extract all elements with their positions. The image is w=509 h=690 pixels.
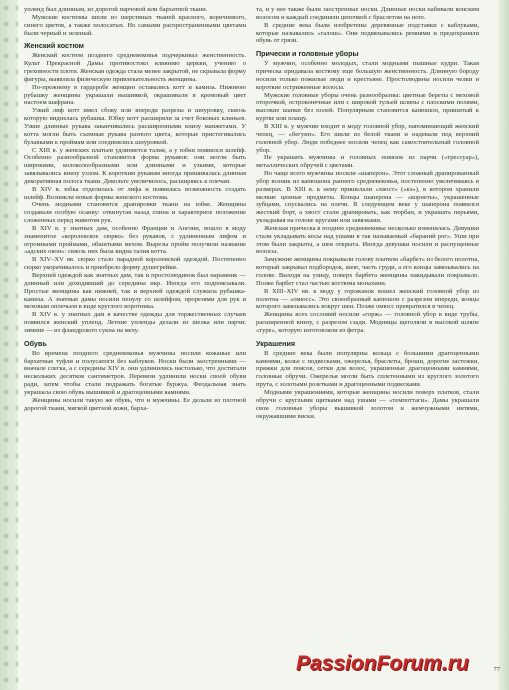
paragraph: Верхней одеждой как знатных дам, так и простолюдинок был нарамник — длинный или доходивший до середины икр. Иногда его подпоясывали. Простые женщины как нижней, так и верхней одеждой служила рубашка-камиза. А знатные дамы носили пенулу со шлейфом, прорезями для рук и меховым оплечьем в виде круглого воротника. xyxy=(24,272,246,311)
paragraph: В средние века были изобретены деревянные подставки с каблуками, которые назывались «галош». Они подвязывались ремнями и предохраняли обувь от грязи. xyxy=(256,21,479,45)
paragraph: С XIII в. у женских платьев удлиняется талия, а у юбки появился шлейф. Особенно разнообразной становится форма рукавов: они могли быть широкими, колоколообразными или длинными и узкими, которые завязывались внизу узлом. К коротким рукавам иногда пришивалась длинная декоративная полоса ткани. Декольте увеличилось, расширяясь к плечам. xyxy=(24,146,246,185)
right-text-column xyxy=(256,6,479,420)
paragraph: У мужчин, особенно молодых, стали модными пышные кудри. Такая прическа придавала костюму еще большую женственность. Длинную бороду носили только пожилые люди и крестьяне. Простолюдины носили челки и короткие остриженные волосы. xyxy=(256,60,479,91)
section-heading-womens-costume: Женский костюм xyxy=(24,41,84,51)
paragraph: В XIV в. юбка отделилась от лифа и появилась возможность создать шлейф. Возникли новые формы женского костюма. xyxy=(24,185,246,201)
page-number: 77 xyxy=(493,666,500,673)
paragraph: упленд был длинным, из дорогой парчовой или бархатной ткани. xyxy=(24,6,208,13)
section-heading-shoes: Обувь xyxy=(24,338,47,348)
left-ornament-border xyxy=(0,0,18,690)
paragraph: Женская прическа в позднее средневековье несколько изменилась. Девушки стали укладывать косы над ушами в так называемый «бараний рог». Уши при этом были закрыты, а шея открыта. Иногда девушки носили и распущенные волосы. xyxy=(256,224,479,256)
paragraph: По-прежнему в гардеробе женщин оставались котт и камиза. Нижнюю рубашку женщины украшали вышивкой, окрашивали в кремовый цвет настоем шафрана. xyxy=(24,83,246,107)
paragraph: Мужские костюмы шили из шерстяных тканей красного, коричневого, синего цветов, а также полосатых. Но самыми распространенными цветами были черный и зеленый. xyxy=(24,13,246,37)
left-text-column xyxy=(24,6,246,413)
paragraph: Женщины всех сословий носили «горж» — головной убор в виде трубы, расширенной книзу, с разрезом сзади. Модницы щеголяли в высокой шляпе «туре», которую изготовляли из фетра. xyxy=(256,311,479,334)
paragraph: та, и у нее также были заостренные носки. Длинные носки набивали конским волосом и каждый соединяли цепочкой с браслетом на ноге. xyxy=(256,6,479,21)
paragraph: Модными украшениями, которые женщины носили поверх платков, стали обручи с круглыми щитками над ушами — «темпоттаги». Дамы украшали свои головные уборы вышивкой золотом и жемчужными нитями, окружавшими виски. xyxy=(256,388,479,420)
paragraph: Не украшать мужчины и головных повязок из парчи («трессуар»), металлических обручей с цветами. xyxy=(256,154,479,170)
paragraph: Узкий лиф котт имел сбоку или впереди разрезы и шнуровку, сквозь которую виднелась рубашка. Юбку котт расширяли за счет боковых клиньев. Узкие длинные рукава заканчивались расширенными книзу манжетами. У котта могли быть съемные рукава разного цвета, которые пристегивались булавками к проймам или соединялись шнуровкой. xyxy=(24,107,246,146)
watermark-logo: PassionForum.ru xyxy=(296,652,469,675)
paragraph: В XIV в. у знатных дам, особенно Франции и Англии, вошло в моду знаменитое «королевское сюрко» без рукавов, с удлиненным лифом и огромными проймами, обшитыми мехом. Вырезы пройм получили название «адских окон»: сквозь них была видна талия котта. xyxy=(24,224,246,256)
paragraph: Женский костюм позднего средневековья подчеркивал женственность. Культ Прекрасной Дамы противостоял влиянию церкви, учению о греховности плоти. Женская одежда стала менее закрытой, не скрывала форму фигуры, выявляла физическую привлекательность женщины. xyxy=(24,52,246,83)
paragraph: Но чаще всего мужчины носили «шаперон». Этот сложный драпированный убор возник из капюшона раннего средневековья, постепенно увеличиваясь в размерах. В XIII в. к нему пришелали «хвост» («кэ»), в котором хранили мелкие ценные предметы. Концы шаперона — «корнеты», украшенные зубцами, спускались на плечи. В следующем веке у шаперона появился жесткий борт, а хвост стали драпировать, как тюрбан, и украшать перьями, укладывая на голове кругами или завязками. xyxy=(256,170,479,225)
paragraph: Очень модными становятся драпировки ткани на юбке. Женщины создавали особую осанку: откинутая назад спина и характерное положение сложенных перед животом рук. xyxy=(24,201,246,225)
paragraph: Женщины носили такую же обувь, что и мужчины. Ее делали из плотной дорогой ткани, мягкой цветной кожи, барха- xyxy=(24,396,246,412)
paragraph: В XIV в. у знатных дам в качестве одежды для торжественных случаев появился женский упленд. Летние упленды делали из шелка или парчи; зимние — из фландрского сукна на меху. xyxy=(24,311,246,334)
section-heading-hairstyles: Прически и головные уборы xyxy=(256,49,359,59)
paragraph: Мужские головные уборы очень разнообразны: цветные береты с меховой оторочкой, остроконечные или с широкой тульей шляпы с плоскими полями, высокие шапки без полей. Популярным становится капюшон, пришитый к куртке или плащу. xyxy=(256,91,479,123)
paragraph: В средние века были популярны кольца с большими драгоценными камнями, колье с подвесками, ожерелья, браслеты, броши, дорогие застежки, пряжки для поясов, сетки для волос, украшенные драгоценными камнями, головные обручи. Ожерелья могли быть сплетенными из круглого золотого прута, с золотыми розетками и драгоценными подвесками. xyxy=(256,349,479,389)
paragraph: Замужние женщины покрывали голову платком «барбет» из белого полотна, который закрывал подбородок, шею, часть груди, а его концы завязывались на голове. Выходя на улицу, поверх барбета женщины накидывали покрывало. Позже барбет стал частью костюма монахини. xyxy=(256,256,479,287)
right-edge-border xyxy=(499,0,509,690)
paragraph: В XIV–XV вв. сюрко стало парадной королевской одеждой. Постепенно сюрко укорачивалось и приобрело форму душегрейки. xyxy=(24,256,246,272)
section-heading-jewelry: Украшения xyxy=(256,338,296,348)
paragraph: В XIII в. у мужчин входит в моду головной убор, напоминающий женский чепец, — «бегуин». Его шили из белой ткани и надевали под верхний головной убор. Люди победнее носили чепец как самостоятельный головной убор. xyxy=(256,122,479,154)
paragraph: Во времена позднего средневековья мужчины носили кожаные или бархатные туфли и полусапоги без каблуков. Носки были заостренными — вначале слегка, а с середины XIV в. они удлинились настолько, что достигали нескольких десятков сантиметров. Перевязи удлинили носки своей обуви ради, затем чтобы стали подражать богатые буржуа. Феодальная знать украшала свою обувь вышивкой и драгоценными камнями. xyxy=(24,349,246,396)
paragraph: В XIII–XIV вв. в моду у горожанок вошел женский головной убор из полотна — «омюсс». Это своеобразный капюшон с разрезом впереди, концы которого завязывались вокруг шеи. Позже омюсс превратился в чепец. xyxy=(256,287,479,311)
